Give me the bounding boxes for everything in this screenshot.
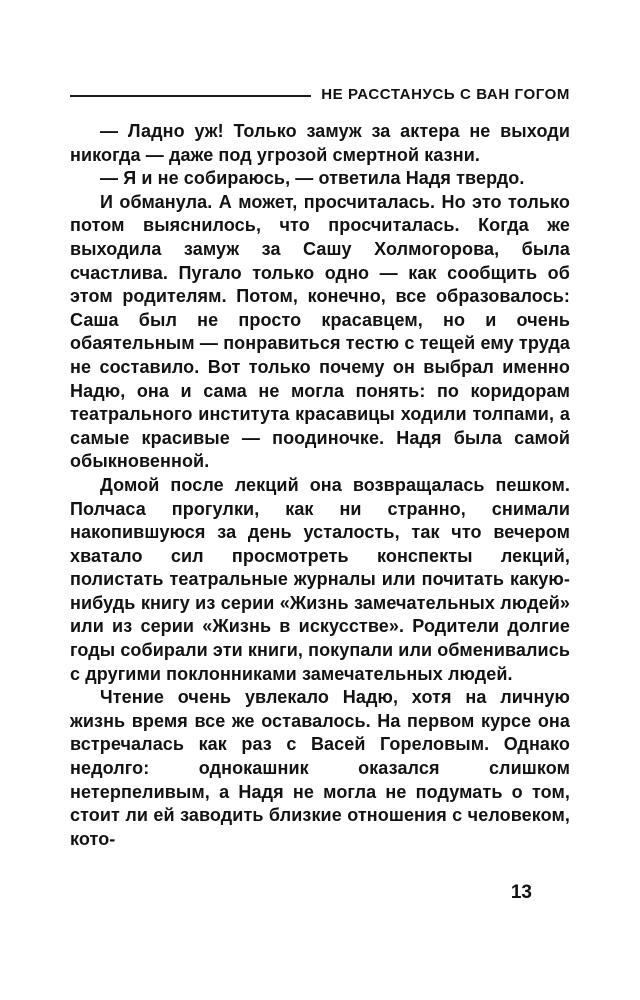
- paragraph-dialogue-2: — Я и не собираюсь, — ответила Надя твердо.: [100, 168, 525, 189]
- paragraph-narrative-2: Домой после лекций она возвращалась пешком. Полчаса прогулки, как ни странно, снимали накопившуюся за день усталость, так что вечером хватало сил просмотреть конспекты лекций, полистать театральные журналы или почитать какую-нибудь книгу из серии «Жизнь замечательных людей» или из серии «Жизнь в искусстве». Родители долгие годы собирали эти книги, покупали или обменивались с другими поклонниками замечательных людей.: [70, 474, 570, 684]
- paragraph-dialogue-1: — Ладно уж! Только замуж за актера не выходи никогда — даже под угрозой смертной казни.: [70, 121, 570, 165]
- header-rule: [70, 95, 311, 97]
- paragraph-narrative-1: И обманула. А может, просчиталась. Но это только потом выяснилось, что просчиталась. Когда же выходила замуж за Сашу Холмогорова, была счастлива. Пугало только одно — как сообщить об этом родителям. Потом, конечно, все образовалось: Саша был не просто красавцем, но и очень обаятельным — понравиться тестю с тещей ему труда не составило. Вот только почему он выбрал именно Надю, она и сама не могла понять: по коридорам театрального института красавицы ходили толпами, а самые красивые — поодиночке. Надя была самой обыкновенной.: [70, 191, 570, 472]
- page-number: 13: [510, 882, 532, 903]
- paragraph-narrative-3: Чтение очень увлекало Надю, хотя на личную жизнь время все же оставалось. На первом курсе она встречалась как раз с Васей Гореловым. Однако недолго: однокашник оказался слишком нетерпеливым, а Надя не могла не подумать о том, стоит ли ей заводить близкие отношения с человеком, кото-: [70, 687, 570, 849]
- page-header: [70, 86, 570, 103]
- running-title: НЕ РАССТАНУСЬ С ВАН ГОГОМ: [321, 86, 570, 103]
- body-text: [70, 120, 570, 851]
